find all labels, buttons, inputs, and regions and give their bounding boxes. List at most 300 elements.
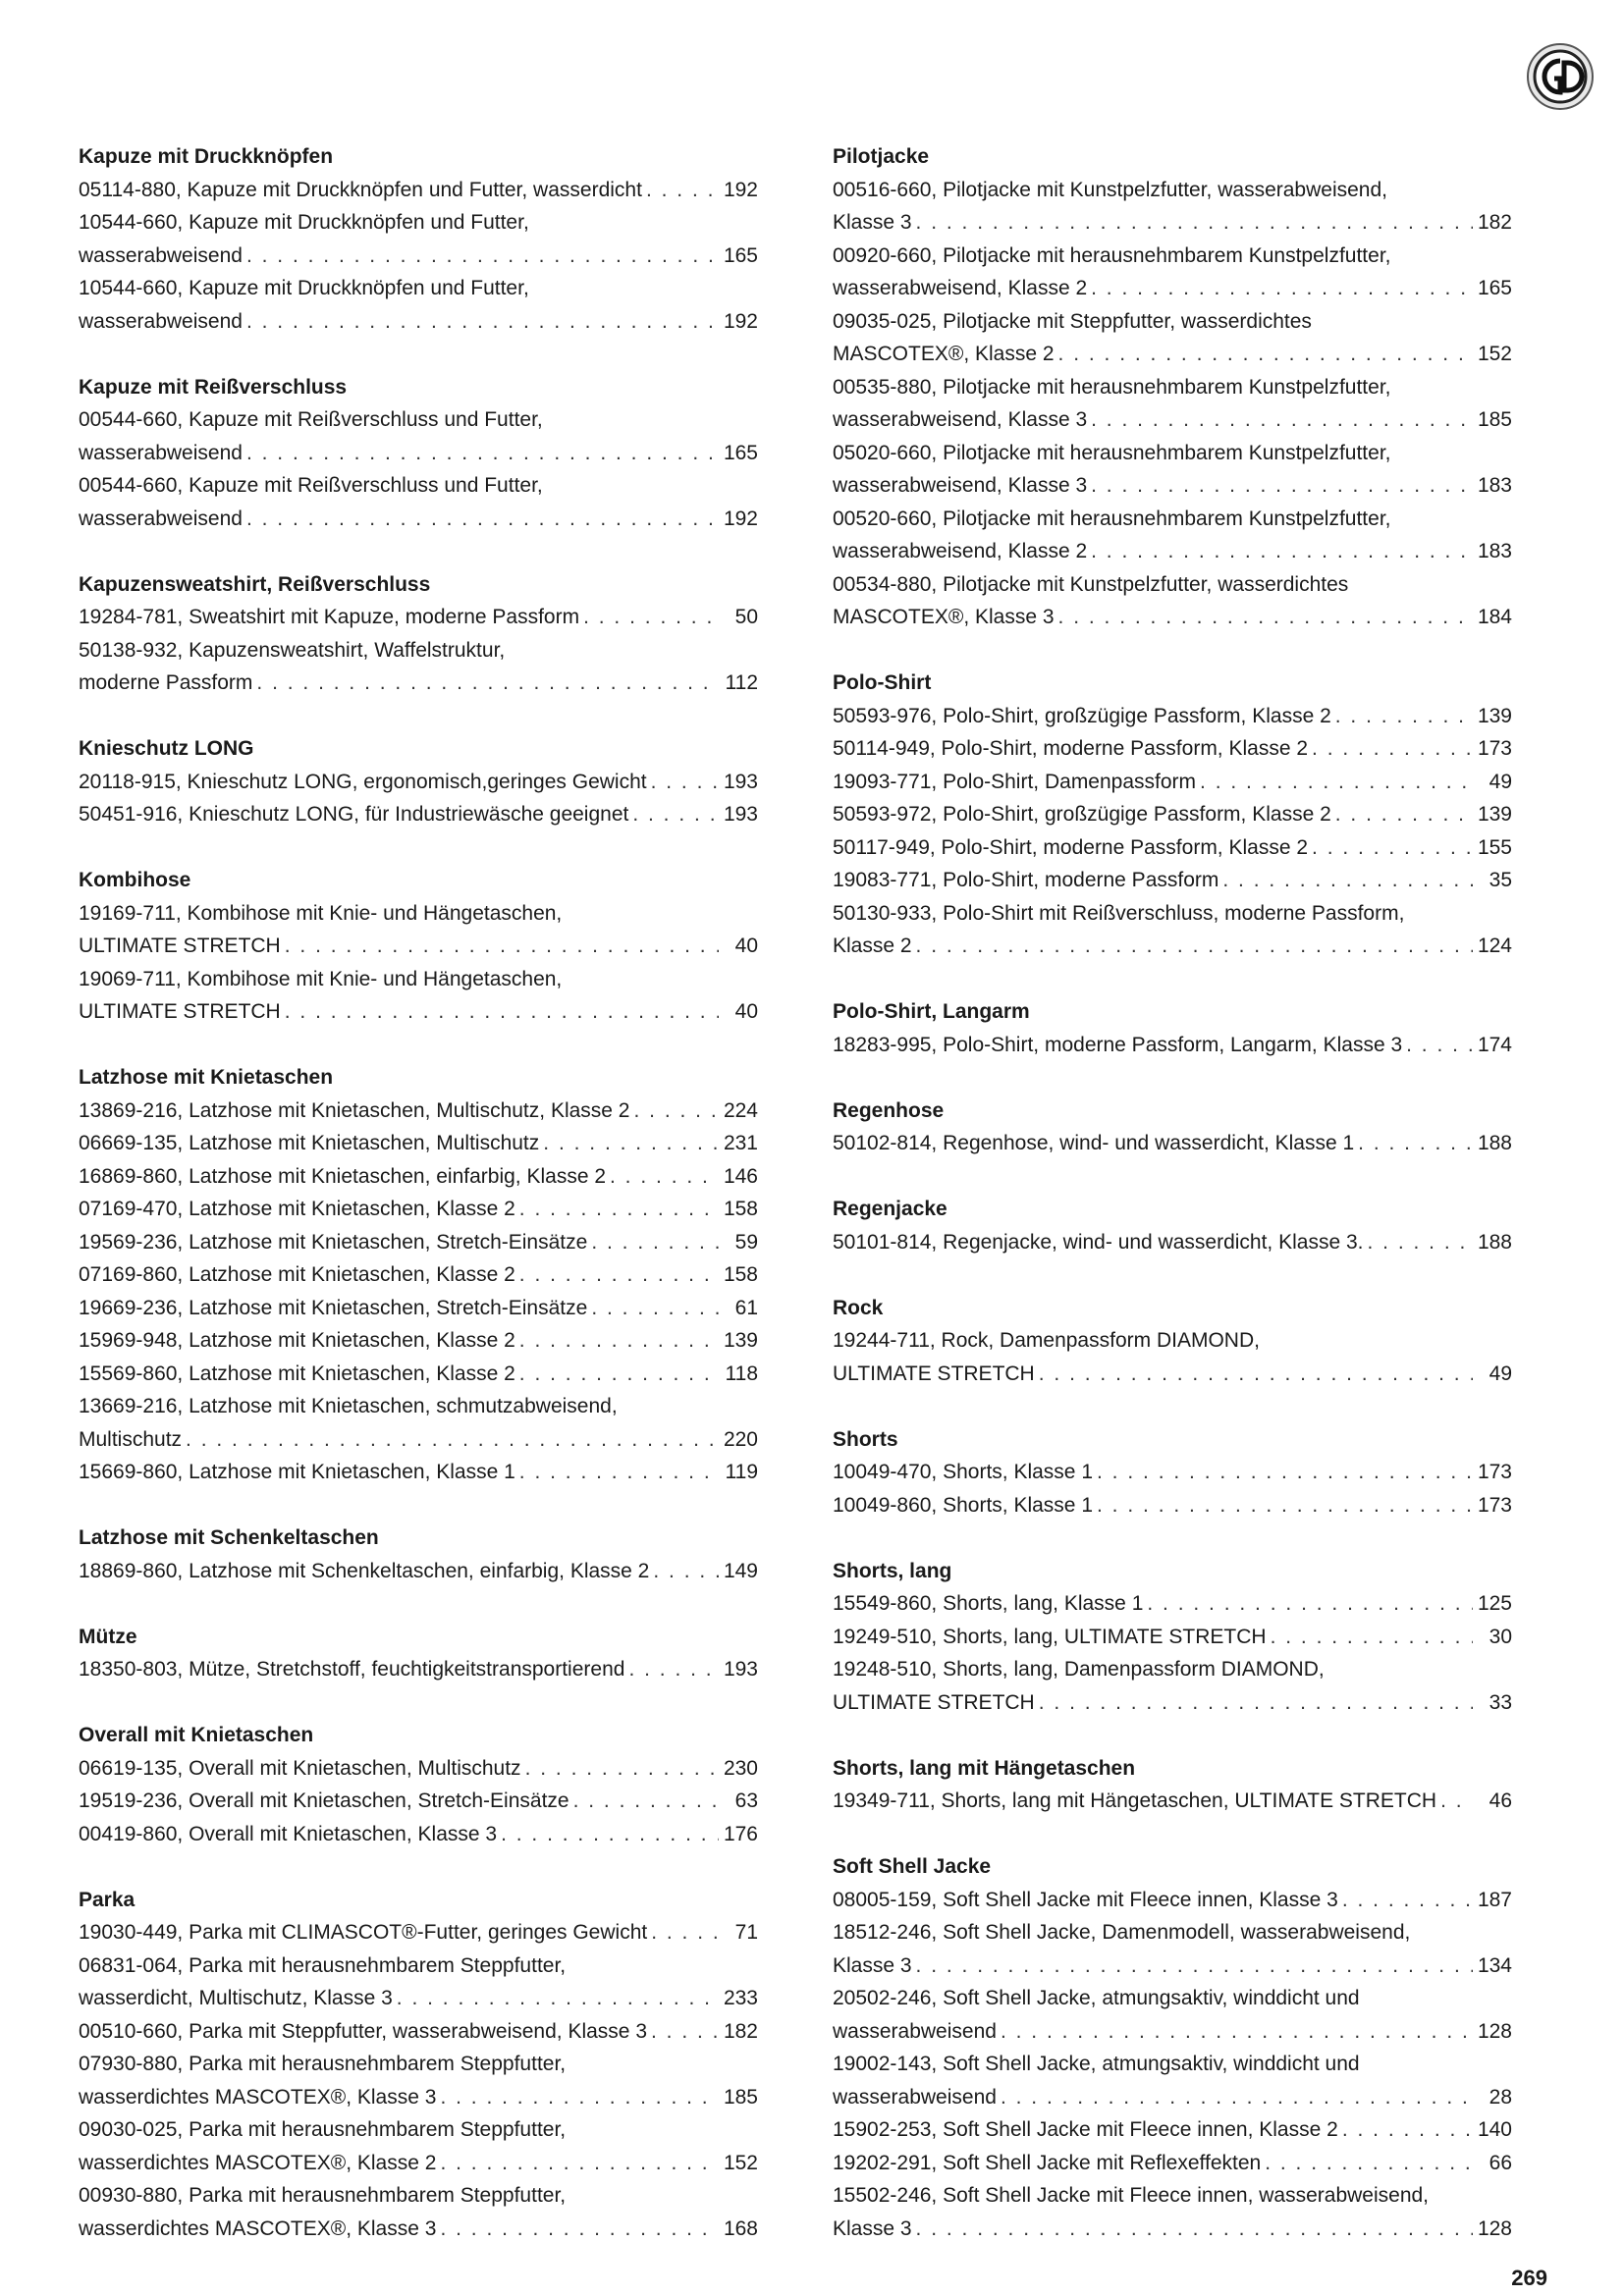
dot-leader [1147, 1587, 1473, 1621]
dot-leader [519, 1193, 719, 1226]
index-entry-line [79, 766, 758, 799]
entry-page: 193 [723, 803, 758, 826]
entry-page: 168 [723, 2216, 758, 2240]
index-entry-line [833, 732, 1512, 766]
index-entry-line [833, 272, 1512, 305]
entry-text: 00930-880, Parka mit herausnehmbarem Steppfutter, [79, 2184, 567, 2207]
entry-text: wasserabweisend [833, 2019, 997, 2043]
entry-page: 158 [723, 1263, 758, 1286]
index-entry-line [833, 766, 1512, 799]
entry-text: 50102-814, Regenhose, wind- und wasserdicht, Klasse 1 [833, 1132, 1355, 1154]
index-entry-line [833, 831, 1512, 865]
dot-leader [1335, 700, 1473, 733]
index-section [833, 140, 1512, 634]
dot-leader [519, 1258, 719, 1292]
index-entry-line [79, 403, 758, 437]
index-section [833, 995, 1512, 1061]
index-entry-line [833, 174, 1512, 207]
entry-page: 140 [1477, 2118, 1512, 2141]
entry-page: 125 [1477, 1592, 1512, 1615]
index-entry-line [79, 1653, 758, 1686]
dot-leader [285, 995, 719, 1029]
entry-page: 183 [1477, 540, 1512, 562]
dot-leader [583, 601, 719, 634]
dot-leader [633, 1095, 719, 1128]
index-entry-line [833, 371, 1512, 404]
dot-leader [1058, 601, 1473, 634]
index-entry-line [833, 1029, 1512, 1062]
entry-text: wasserdichtes MASCOTEX®, Klasse 3 [79, 2216, 437, 2240]
entry-page: 128 [1477, 2216, 1512, 2240]
index-entry-line [833, 1686, 1512, 1720]
index-entry-line [79, 240, 758, 273]
index-column-left [79, 140, 758, 2278]
entry-text: ULTIMATE STRETCH [79, 1000, 281, 1023]
entry-text: 15902-253, Soft Shell Jacke mit Fleece innen, Klasse 2 [833, 2118, 1338, 2141]
entry-text: wasserabweisend [79, 243, 243, 267]
entry-text: 19284-781, Sweatshirt mit Kapuze, moderne Passform [79, 606, 580, 628]
index-entry-line [79, 272, 758, 305]
section-heading: Overall mit Knietaschen [79, 1724, 314, 1746]
index-entry-line [79, 667, 758, 700]
section-heading: Polo-Shirt, Langarm [833, 1000, 1030, 1023]
entry-page: 188 [1477, 1230, 1512, 1254]
index-entry-line [79, 963, 758, 996]
index-entry-line [79, 601, 758, 634]
dot-leader [397, 1982, 719, 2015]
index-entry-line [833, 2048, 1512, 2081]
index-section [79, 1719, 758, 1850]
index-entry-line [79, 1127, 758, 1160]
entry-text: 18283-995, Polo-Shirt, moderne Passform, Langarm, Klasse 3 [833, 1033, 1403, 1056]
index-section [79, 864, 758, 1029]
index-entry-line [79, 897, 758, 931]
dot-leader [285, 930, 719, 963]
section-heading: Shorts [833, 1427, 898, 1451]
index-entry-line [833, 2015, 1512, 2049]
entry-page: 139 [723, 1329, 758, 1352]
section-heading: Regenjacke [833, 1198, 947, 1220]
index-entry-line [79, 1456, 758, 1489]
dot-leader [1091, 272, 1473, 305]
dot-leader [1342, 1884, 1473, 1917]
entry-text: MASCOTEX®, Klasse 2 [833, 343, 1055, 365]
index-section [833, 1292, 1512, 1391]
index-entry-line [833, 568, 1512, 602]
index-section [79, 371, 758, 536]
dot-leader [1200, 766, 1473, 799]
entry-text: 13669-216, Latzhose mit Knietaschen, schmutzabweisend, [79, 1395, 618, 1417]
entry-text: 50114-949, Polo-Shirt, moderne Passform, Klasse 2 [833, 737, 1309, 760]
entry-text: 07930-880, Parka mit herausnehmbarem Steppfutter, [79, 2053, 567, 2075]
index-entry-line [833, 1916, 1512, 1949]
dot-leader [440, 2147, 719, 2180]
entry-page: 152 [723, 2151, 758, 2174]
entry-text: ULTIMATE STRETCH [833, 1690, 1035, 1714]
index-entry-line [79, 1785, 758, 1818]
dot-leader [519, 1358, 719, 1391]
index-entry-line [833, 1358, 1512, 1391]
entry-text: 50138-932, Kapuzensweatshirt, Waffelstruktur, [79, 638, 506, 662]
index-section [79, 1884, 758, 2246]
index-entry-line [79, 2113, 758, 2147]
entry-text: 00535-880, Pilotjacke mit herausnehmbarem Kunstpelzfutter, [833, 375, 1391, 399]
section-heading: Kapuze mit Reißverschluss [79, 375, 348, 399]
dot-leader [916, 1949, 1473, 1983]
index-entry-line [833, 240, 1512, 273]
section-heading: Soft Shell Jacke [833, 1855, 992, 1878]
index-section [833, 1423, 1512, 1522]
entry-page: 231 [723, 1132, 758, 1154]
dot-leader [1001, 2015, 1473, 2049]
dot-leader [440, 2081, 719, 2114]
entry-text: wasserabweisend, Klasse 2 [833, 277, 1088, 299]
entry-text: 19244-711, Rock, Damenpassform DIAMOND, [833, 1329, 1260, 1352]
dot-leader [1039, 1686, 1473, 1720]
entry-text: 50593-972, Polo-Shirt, großzügige Passform, Klasse 2 [833, 803, 1331, 826]
dot-leader [628, 1653, 719, 1686]
index-entry-line [833, 798, 1512, 831]
entry-text: MASCOTEX®, Klasse 3 [833, 606, 1055, 628]
index-entry-line [79, 1423, 758, 1457]
index-entry-line [79, 1226, 758, 1259]
index-section [833, 1193, 1512, 1258]
entry-text: 00510-660, Parka mit Steppfutter, wasserabweisend, Klasse 3 [79, 2019, 647, 2043]
dot-leader [1058, 338, 1473, 371]
entry-page: 50 [734, 606, 758, 628]
entry-page: 66 [1489, 2151, 1512, 2174]
entry-text: 20118-915, Knieschutz LONG, ergonomisch,geringes Gewicht [79, 770, 647, 793]
entry-text: 19002-143, Soft Shell Jacke, atmungsaktiv, winddicht und [833, 2053, 1360, 2075]
entry-page: 134 [1477, 1953, 1512, 1977]
dot-leader [1406, 1029, 1473, 1062]
index-entry-line [79, 1752, 758, 1786]
entry-page: 35 [1489, 869, 1512, 891]
index-entry-line [79, 174, 758, 207]
entry-text: 10049-470, Shorts, Klasse 1 [833, 1461, 1094, 1483]
entry-page: 112 [725, 671, 758, 694]
entry-page: 192 [723, 178, 758, 201]
index-entry-line [833, 1621, 1512, 1654]
index-entry-line [833, 1949, 1512, 1983]
index-entry-line [79, 206, 758, 240]
entry-text: 19519-236, Overall mit Knietaschen, Stretch-Einsätze [79, 1789, 569, 1812]
entry-page: 128 [1477, 2019, 1512, 2043]
entry-text: 20502-246, Soft Shell Jacke, atmungsaktiv, winddicht und [833, 1987, 1360, 2009]
entry-page: 182 [723, 2019, 758, 2043]
entry-page: 173 [1477, 737, 1512, 760]
entry-text: Klasse 3 [833, 2216, 912, 2240]
section-heading: Pilotjacke [833, 145, 930, 168]
entry-page: 165 [1477, 277, 1512, 299]
dot-leader [1335, 798, 1473, 831]
index-entry-line [833, 601, 1512, 634]
dot-leader [525, 1752, 719, 1786]
dot-leader [440, 2213, 719, 2246]
index-entry-line [833, 503, 1512, 536]
index-entry-line [79, 1193, 758, 1226]
entry-text: 00520-660, Pilotjacke mit herausnehmbarem Kunstpelzfutter, [833, 507, 1391, 530]
entry-text: 16869-860, Latzhose mit Knietaschen, einfarbig, Klasse 2 [79, 1164, 607, 1188]
section-heading: Shorts, lang [833, 1559, 952, 1582]
gd-logo-icon [1525, 41, 1596, 112]
entry-page: 224 [723, 1098, 758, 1122]
entry-page: 146 [723, 1164, 758, 1188]
index-entry-line [833, 305, 1512, 339]
index-entry-line [79, 1324, 758, 1358]
index-entry-line [79, 2147, 758, 2180]
entry-text: 00419-860, Overall mit Knietaschen, Klasse 3 [79, 1822, 498, 1845]
entry-page: 71 [734, 1921, 758, 1944]
dot-leader [519, 1324, 719, 1358]
entry-text: 10049-860, Shorts, Klasse 1 [833, 1493, 1094, 1517]
index-entry-line [79, 1292, 758, 1325]
entry-text: 19169-711, Kombihose mit Knie- und Hängetaschen, [79, 901, 563, 925]
dot-leader [1271, 1621, 1473, 1654]
section-heading: Knieschutz LONG [79, 737, 254, 760]
entry-text: 19249-510, Shorts, lang, ULTIMATE STRETCH [833, 1625, 1267, 1648]
entry-page: 49 [1489, 1362, 1512, 1385]
index-section [79, 732, 758, 831]
entry-text: Klasse 3 [833, 1953, 912, 1977]
entry-page: 158 [723, 1198, 758, 1220]
dot-leader [651, 1916, 719, 1949]
dot-leader [1091, 535, 1473, 568]
index-section [79, 140, 758, 338]
entry-text: wasserabweisend [79, 309, 243, 333]
entry-text: 06831-064, Parka mit herausnehmbarem Steppfutter, [79, 1953, 567, 1977]
index-entry-line [833, 930, 1512, 963]
entry-text: Klasse 2 [833, 934, 912, 957]
entry-text: 10544-660, Kapuze mit Druckknöpfen und Futter, [79, 277, 529, 299]
entry-text: wasserabweisend [79, 507, 243, 530]
entry-text: wasserdichtes MASCOTEX®, Klasse 2 [79, 2151, 437, 2174]
index-entry-line [833, 1226, 1512, 1259]
entry-page: 184 [1477, 606, 1512, 628]
dot-leader [1342, 2113, 1473, 2147]
index-entry-line [79, 503, 758, 536]
entry-page: 33 [1489, 1690, 1512, 1714]
index-entry-line [79, 995, 758, 1029]
dot-leader [501, 1818, 719, 1851]
index-entry-line [79, 1358, 758, 1391]
page-number: 269 [1511, 2266, 1547, 2290]
dot-leader [591, 1226, 719, 1259]
index-entry-line [833, 1489, 1512, 1522]
index-section [79, 1621, 758, 1686]
index-entry-line [79, 1390, 758, 1423]
index-entry-line [79, 634, 758, 667]
entry-page: 149 [723, 1559, 758, 1582]
dot-leader [519, 1456, 719, 1489]
entry-text: wasserdicht, Multischutz, Klasse 3 [79, 1987, 393, 2009]
entry-text: 09035-025, Pilotjacke mit Steppfutter, wasserdichtes [833, 309, 1312, 333]
dot-leader [1358, 1127, 1473, 1160]
entry-page: 183 [1477, 474, 1512, 497]
entry-page: 61 [734, 1296, 758, 1319]
entry-text: wasserabweisend, Klasse 3 [833, 474, 1088, 497]
entry-text: 15569-860, Latzhose mit Knietaschen, Klasse 2 [79, 1362, 515, 1385]
index-section [833, 1752, 1512, 1818]
entry-text: 50451-916, Knieschutz LONG, für Industriewäsche geeignet [79, 803, 629, 826]
entry-text: 19083-771, Polo-Shirt, moderne Passform [833, 869, 1219, 891]
entry-page: 220 [723, 1427, 758, 1451]
entry-page: 233 [723, 1987, 758, 2009]
index-entry-line [833, 206, 1512, 240]
entry-text: 15549-860, Shorts, lang, Klasse 1 [833, 1592, 1144, 1615]
dot-leader [246, 503, 719, 536]
section-heading: Rock [833, 1296, 884, 1319]
entry-page: 230 [723, 1756, 758, 1780]
index-section [833, 667, 1512, 963]
entry-text: 09030-025, Parka mit herausnehmbarem Steppfutter, [79, 2118, 567, 2141]
entry-text: 19349-711, Shorts, lang mit Hängetaschen, ULTIMATE STRETCH [833, 1789, 1437, 1812]
index-entry-line [79, 930, 758, 963]
entry-text: 50130-933, Polo-Shirt mit Reißverschluss, moderne Passform, [833, 901, 1405, 925]
entry-text: Multischutz [79, 1427, 183, 1451]
dot-leader [1097, 1489, 1473, 1522]
index-entry-line [833, 338, 1512, 371]
entry-page: 173 [1477, 1493, 1512, 1517]
dot-leader [246, 437, 719, 470]
dot-leader [651, 2015, 719, 2049]
section-heading: Kapuzensweatshirt, Reißverschluss [79, 572, 431, 596]
entry-text: wasserabweisend [833, 2085, 997, 2109]
section-heading: Kombihose [79, 869, 191, 891]
index-entry-line [833, 1324, 1512, 1358]
index-entry-line [833, 897, 1512, 931]
dot-leader [1091, 469, 1473, 503]
entry-text: 07169-470, Latzhose mit Knietaschen, Klasse 2 [79, 1198, 515, 1220]
section-heading: Regenhose [833, 1098, 945, 1122]
entry-page: 30 [1489, 1625, 1512, 1648]
index-entry-line [79, 2048, 758, 2081]
dot-leader [1265, 2147, 1473, 2180]
entry-page: 59 [734, 1230, 758, 1254]
entry-text: 18869-860, Latzhose mit Schenkeltaschen, einfarbig, Klasse 2 [79, 1559, 650, 1582]
entry-text: ULTIMATE STRETCH [833, 1362, 1035, 1385]
dot-leader [1367, 1226, 1473, 1259]
entry-text: 05020-660, Pilotjacke mit herausnehmbarem Kunstpelzfutter, [833, 441, 1391, 464]
entry-text: 15669-860, Latzhose mit Knietaschen, Klasse 1 [79, 1461, 515, 1483]
index-entry-line [833, 2213, 1512, 2246]
entry-text: 18512-246, Soft Shell Jacke, Damenmodell, wasserabweisend, [833, 1921, 1411, 1944]
entry-text: 50101-814, Regenjacke, wind- und wasserdicht, Klasse 3. [833, 1230, 1364, 1254]
index-section [833, 1850, 1512, 2245]
index-entry-line [79, 1160, 758, 1194]
dot-leader [1097, 1456, 1473, 1489]
index-column-right [833, 140, 1512, 2278]
index-entry-line [833, 1653, 1512, 1686]
index-entry-line [79, 469, 758, 503]
section-heading: Mütze [79, 1625, 137, 1648]
dot-leader [1312, 732, 1473, 766]
dot-leader [256, 667, 719, 700]
entry-page: 40 [734, 934, 758, 957]
entry-text: 06619-135, Overall mit Knietaschen, Multischutz [79, 1756, 521, 1780]
entry-text: wasserabweisend, Klasse 2 [833, 540, 1088, 562]
entry-text: wasserdichtes MASCOTEX®, Klasse 3 [79, 2085, 437, 2109]
index-entry-line [79, 1982, 758, 2015]
entry-text: 19093-771, Polo-Shirt, Damenpassform [833, 770, 1197, 793]
index-entry-line [79, 2081, 758, 2114]
index-entry-line [833, 469, 1512, 503]
index-entry-line [833, 700, 1512, 733]
index-entry-line [833, 2113, 1512, 2147]
index-entry-line [833, 1785, 1512, 1818]
entry-page: 165 [723, 441, 758, 464]
index-entry-line [833, 403, 1512, 437]
entry-page: 40 [734, 1000, 758, 1023]
entry-page: 155 [1477, 835, 1512, 859]
dot-leader [610, 1160, 719, 1194]
entry-text: 00516-660, Pilotjacke mit Kunstpelzfutter, wasserabweisend, [833, 178, 1387, 201]
entry-page: 174 [1477, 1033, 1512, 1056]
entry-page: 182 [1477, 211, 1512, 234]
entry-page: 176 [723, 1822, 758, 1845]
dot-leader [1222, 864, 1473, 897]
entry-page: 188 [1477, 1132, 1512, 1154]
section-heading: Parka [79, 1888, 135, 1911]
entry-page: 185 [723, 2085, 758, 2109]
index-entry-line [79, 1095, 758, 1128]
entry-text: wasserabweisend, Klasse 3 [833, 408, 1088, 431]
dot-leader [1440, 1785, 1473, 1818]
dot-leader [1091, 403, 1473, 437]
entry-text: moderne Passform [79, 671, 253, 694]
index-section [833, 1555, 1512, 1720]
index-section [79, 1061, 758, 1489]
dot-leader [653, 1555, 719, 1588]
index-entry-line [833, 2147, 1512, 2180]
index-entry-line [79, 1949, 758, 1983]
index-entry-line [79, 1258, 758, 1292]
entry-text: 00544-660, Kapuze mit Reißverschluss und Futter, [79, 408, 543, 431]
entry-text: Klasse 3 [833, 211, 912, 234]
entry-page: 152 [1477, 343, 1512, 365]
entry-text: 00544-660, Kapuze mit Reißverschluss und Futter, [79, 474, 543, 497]
entry-text: 19069-711, Kombihose mit Knie- und Hängetaschen, [79, 967, 563, 990]
entry-page: 193 [723, 770, 758, 793]
index-entry-line [79, 2015, 758, 2049]
entry-page: 63 [734, 1789, 758, 1812]
index-section [79, 1522, 758, 1587]
dot-leader [186, 1423, 719, 1457]
dot-leader [1312, 831, 1473, 865]
index-section [79, 568, 758, 700]
index-entry-line [79, 2213, 758, 2246]
entry-text: 07169-860, Latzhose mit Knietaschen, Klasse 2 [79, 1263, 515, 1286]
entry-text: 00920-660, Pilotjacke mit herausnehmbarem Kunstpelzfutter, [833, 243, 1391, 267]
entry-text: 50593-976, Polo-Shirt, großzügige Passform, Klasse 2 [833, 704, 1331, 727]
index-entry-line [833, 2081, 1512, 2114]
dot-leader [916, 930, 1473, 963]
entry-text: wasserabweisend [79, 441, 243, 464]
entry-text: 50117-949, Polo-Shirt, moderne Passform, Klasse 2 [833, 835, 1309, 859]
dot-leader [573, 1785, 719, 1818]
dot-leader [246, 305, 719, 339]
entry-page: 49 [1489, 770, 1512, 793]
section-heading: Polo-Shirt [833, 671, 932, 694]
entry-page: 192 [723, 507, 758, 530]
index-entry-line [833, 1127, 1512, 1160]
dot-leader [916, 2213, 1473, 2246]
index-entry-line [79, 437, 758, 470]
entry-page: 46 [1489, 1789, 1512, 1812]
dot-leader [1039, 1358, 1473, 1391]
entry-page: 165 [723, 243, 758, 267]
entry-page: 139 [1477, 803, 1512, 826]
